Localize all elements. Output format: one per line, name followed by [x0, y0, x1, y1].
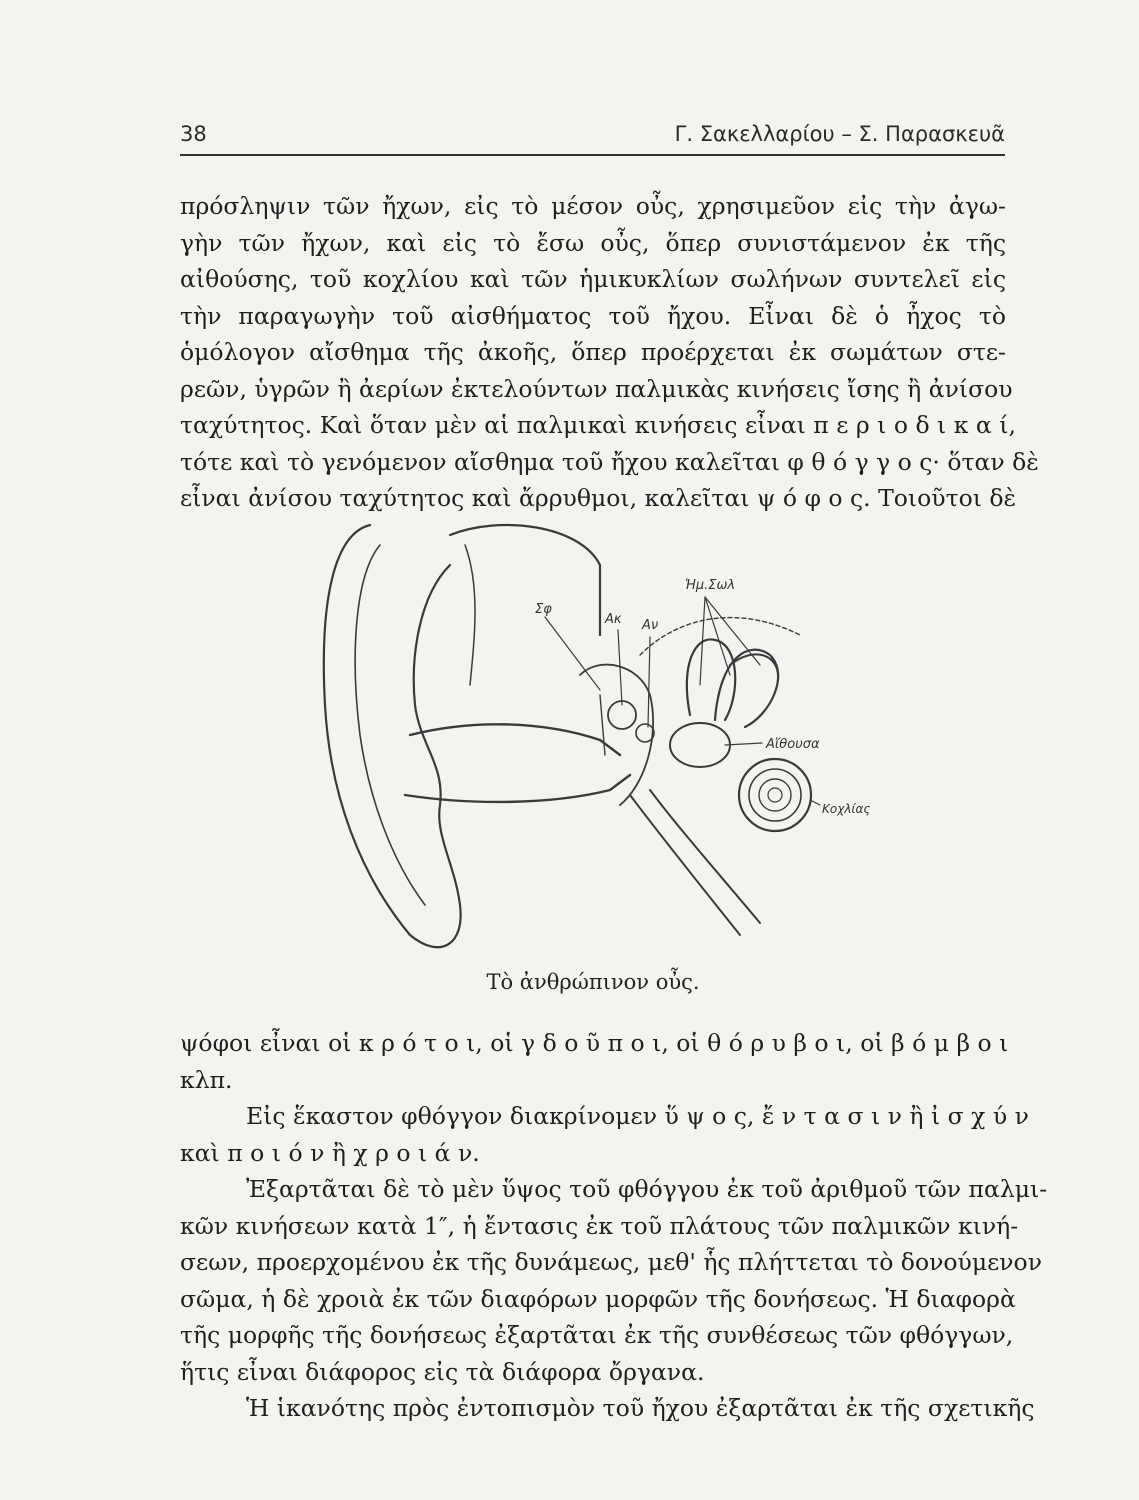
text-line: ταχύτητος. Καὶ ὅταν μὲν αἱ παλμικαὶ κινήσεις εἶναι π ε ρ ι ο δ ι κ α ί,	[180, 411, 1016, 439]
semicircular-canal	[687, 639, 735, 720]
text-line: Ἡ ἱκανότης πρὸς ἐντοπισμὸν τοῦ ἤχου ἐξαρτᾶται ἐκ τῆς σχετικῆς	[246, 1394, 1035, 1422]
label-hm: Ἡμ.Σωλ	[685, 578, 736, 593]
text-line: σῶμα, ἡ δὲ χροιὰ ἐκ τῶν διαφόρων μορφῶν τῆς δονήσεως. Ἡ διαφορὰ	[180, 1284, 1016, 1313]
text-line: κῶν κινήσεων κατὰ 1″, ἡ ἔντασις ἐκ τοῦ πλάτους τῶν παλμικῶν κινή-	[180, 1211, 1019, 1240]
pinna-outline	[324, 525, 461, 947]
text-line: Εἰς ἕκαστον φθόγγον διακρίνομεν ὕ ψ ο ς, ἔ ν τ α σ ι ν ἢ ἰ σ χ ύ ν	[246, 1102, 1029, 1130]
pinna-inner	[355, 545, 425, 905]
text-line: ρεῶν, ὑγρῶν ἢ ἀερίων ἐκτελούντων παλμικὰς κινήσεις ἴσης ἢ ἀνίσου	[180, 374, 1013, 403]
semicircular-canal	[715, 650, 778, 727]
label-av: Αν	[642, 618, 659, 633]
text-line: αἰθούσης, τοῦ κοχλίου καὶ τῶν ἡμικυκλίων σωλήνων συντελεῖ εἰς	[180, 265, 1006, 293]
paragraph-bottom	[180, 1025, 1048, 1427]
text-line: γὴν τῶν ἤχων, καὶ εἰς τὸ ἔσω οὖς, ὅπερ συνιστάμενον ἐκ τῆς	[180, 228, 1006, 257]
text-line: πρόσληψιν τῶν ἤχων, εἰς τὸ μέσον οὖς, χρησιμεῦον εἰς τὴν ἀγω-	[180, 192, 1006, 220]
pointer-line	[705, 597, 730, 675]
pointer-line	[545, 617, 600, 690]
header-authors: Γ. Σακελλαρίου – Σ. Παρασκευᾶ	[674, 122, 1005, 146]
text-line: τῆς μορφῆς τῆς δονήσεως ἐξαρτᾶται ἐκ τῆς συνθέσεως τῶν φθόγγων,	[180, 1321, 1014, 1349]
pointer-line	[810, 800, 820, 805]
label-aithousa: Αἴθουσα	[766, 737, 820, 752]
ossicle	[636, 724, 654, 742]
label-kochlias: Κοχλίας	[822, 802, 871, 816]
pointer-line	[705, 597, 760, 665]
text-line: Ἐξαρτᾶται δὲ τὸ μὲν ὕψος τοῦ φθόγγου ἐκ τοῦ ἀριθμοῦ τῶν παλμι-	[246, 1175, 1048, 1203]
ear-canal	[410, 724, 620, 755]
text-line: καὶ π ο ι ό ν ἢ χ ρ ο ι ά ν.	[180, 1138, 480, 1167]
page-number: 38	[180, 122, 207, 146]
ear-anatomy-illustration	[300, 505, 871, 965]
figure-caption: Τὸ ἀνθρώπινον οὖς.	[486, 970, 700, 994]
vestibule	[670, 723, 730, 767]
eustachian-tube	[630, 795, 740, 935]
text-line: κλπ.	[180, 1065, 233, 1094]
text-line: εἶναι ἀνίσου ταχύτητος καὶ ἄρρυθμοι, καλεῖται ψ ό φ ο ς. Τοιοῦτοι δὲ	[180, 484, 1017, 512]
label-s: Σφ	[535, 602, 552, 617]
text-line: ψόφοι εἶναι οἱ κ ρ ό τ ο ι, οἱ γ δ ο ῦ π ο ι, οἱ θ ό ρ υ β ο ι, οἱ β ό μ β ο ι	[180, 1029, 1009, 1057]
pointer-line	[648, 637, 650, 727]
text-line: σεων, προερχομένου ἐκ τῆς δυνάμεως, μεθ' ἧς πλήττεται τὸ δονούμενον	[180, 1248, 1042, 1276]
text-line: ἥτις εἶναι διάφορος εἰς τὰ διάφορα ὄργανα.	[180, 1357, 705, 1386]
text-line: τότε καὶ τὸ γενόμενον αἴσθημα τοῦ ἤχου καλεῖται φ θ ό γ γ ο ς· ὅταν δὲ	[180, 447, 1039, 476]
label-ak: Ακ	[605, 612, 622, 627]
text-line: τὴν παραγωγὴν τοῦ αἰσθήματος τοῦ ἤχου. Εἶναι δὲ ὁ ἦχος τὸ	[180, 301, 1006, 330]
text-line: ὁμόλογον αἴσθημα τῆς ἀκοῆς, ὅπερ προέρχεται ἐκ σωμάτων στε-	[180, 338, 1006, 366]
running-header	[180, 118, 1005, 156]
paragraph-top	[180, 188, 1039, 517]
